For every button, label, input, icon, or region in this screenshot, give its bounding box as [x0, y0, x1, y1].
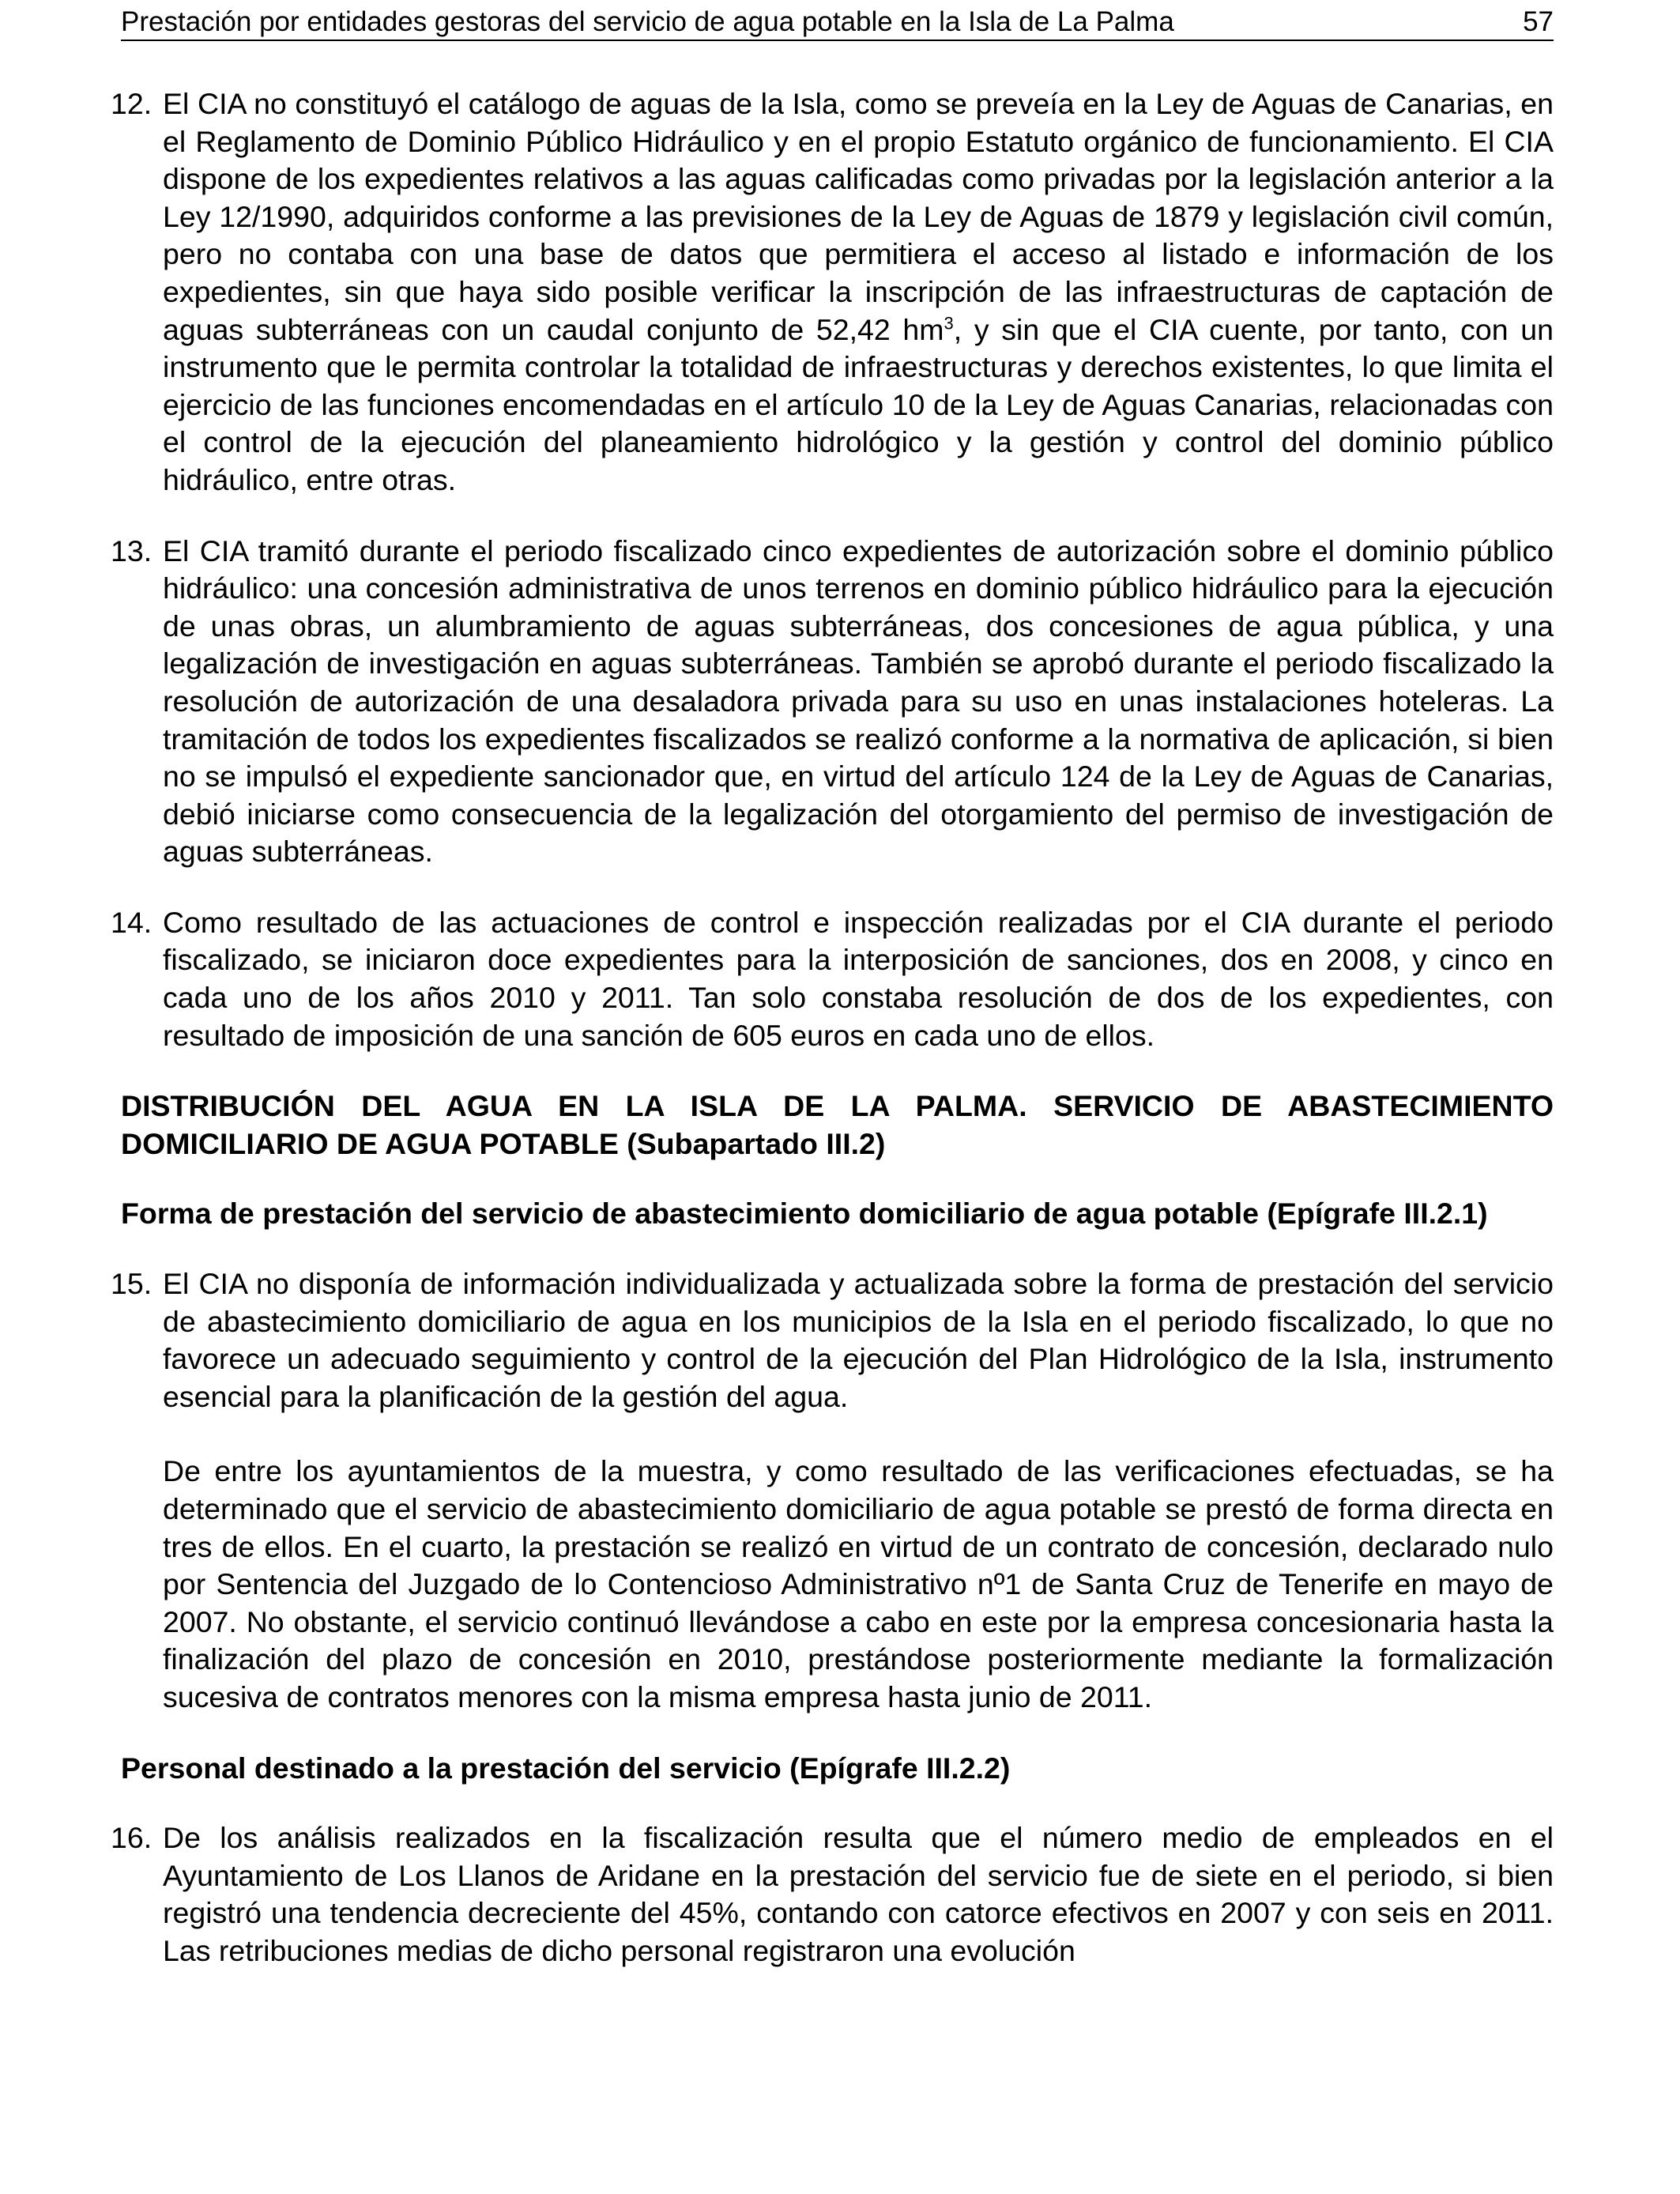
section-heading: DISTRIBUCIÓN DEL AGUA EN LA ISLA DE LA PALMA. SERVICIO DE ABASTECIMIENTO DOMICILIARIO DE AGUA POTABLE (Subapartado III.2)	[121, 1089, 1554, 1160]
numbered-paragraph-14	[111, 904, 1554, 1054]
paragraph-text-part: , y sin que el CIA cuente, por tanto, con un instrumento que le permita controlar la totalidad de infraestructuras y derechos existentes, lo que limita el ejercicio de las funciones encomendadas en el artículo 10 de la Ley de Aguas Canarias, relacionadas con el control de la ejecución del planeamiento hidrológico y la gestión y control del dominio público hidráulico, entre otras.	[163, 312, 1554, 496]
numbered-paragraph-12	[111, 85, 1554, 499]
paragraph-text	[163, 85, 1554, 499]
numbered-paragraph-15	[111, 1265, 1554, 1717]
paragraph-number: 12.	[111, 87, 153, 120]
subsection-heading-iii-2-1: Forma de prestación del servicio de abastecimiento domiciliario de agua potable (Epígrafe III.2.1)	[121, 1197, 1488, 1231]
paragraph-number: 16.	[111, 1821, 153, 1855]
page-number: 57	[1523, 6, 1554, 37]
paragraph-text: El CIA tramitó durante el periodo fiscalizado cinco expedientes de autorización sobre el dominio público hidráulico: una concesión administrativa de unos terrenos en dominio público hidráulico para la ejecución de unas obras, un alumbramiento de aguas subterráneas, dos concesiones de agua pública, y una legalización de investigación en aguas subterráneas. También se aprobó durante el periodo fiscalizado la resolución de autorización de una desaladora privada para su uso en unas instalaciones hoteleras. La tramitación de todos los expedientes fiscalizados se realizó conforme a la normativa de aplicación, si bien no se impulsó el expediente sancionador que, en virtud del artículo 124 de la Ley de Aguas de Canarias, debió iniciarse como consecuencia de la legalización del otorgamiento del permiso de investigación de aguas subterráneas.	[163, 533, 1554, 869]
superscript-exponent: 3	[944, 313, 954, 334]
paragraph-text: Como resultado de las actuaciones de control e inspección realizadas por el CIA durante el periodo fiscalizado, se iniciaron doce expedientes para la interposición de sanciones, dos en 2008, y cinco en cada uno de los años 2010 y 2011. Tan solo constaba resolución de dos de los expedientes, con resultado de imposición de una sanción de 605 euros en cada uno de ellos.	[163, 905, 1554, 1052]
paragraph-number: 15.	[111, 1267, 153, 1301]
document-body	[111, 85, 1554, 2004]
numbered-paragraph-13	[111, 533, 1554, 871]
paragraph-text-continued: De entre los ayuntamientos de la muestra, y como resultado de las verificaciones efectuadas, se ha determinado que el servicio de abastecimiento domiciliario de agua potable se prestó de forma directa en tres de ellos. En el cuarto, la prestación se realizó en virtud de un contrato de concesión, declarado nulo por Sentencia del Juzgado de lo Contencioso Administrativo nº1 de Santa Cruz de Tenerife en mayo de 2007. No obstante, el servicio continuó llevándose a cabo en este por la empresa concesionaria hasta la finalización del plazo de concesión en 2010, prestándose posteriormente mediante la formalización sucesiva de contratos menores con la misma empresa hasta junio de 2011.	[163, 1454, 1554, 1713]
paragraph-number: 14.	[111, 905, 153, 939]
paragraph-text: El CIA no disponía de información individualizada y actualizada sobre la forma de prestación del servicio de abastecimiento domiciliario de agua en los municipios de la Isla en el periodo fiscalizado, lo que no favorece un adecuado seguimiento y control de la ejecución del Plan Hidrológico de la Isla, instrumento esencial para la planificación de la gestión del agua.	[163, 1267, 1554, 1413]
paragraph-number: 13.	[111, 533, 153, 567]
header-title: Prestación por entidades gestoras del servicio de agua potable en la Isla de La Palma	[121, 6, 1174, 37]
subsection-heading-iii-2-2: Personal destinado a la prestación del servicio (Epígrafe III.2.2)	[121, 1751, 1011, 1785]
paragraph-text-part: El CIA no constituyó el catálogo de aguas de la Isla, como se preveía en la Ley de Aguas de Canarias, en el Reglamento de Dominio Público Hidráulico y en el propio Estatuto orgánico de funcionamiento. El CIA dispone de los expedientes relativos a las aguas calificadas como privadas por la legislación anterior a la Ley 12/1990, adquiridos conforme a las previsiones de la Ley de Aguas de 1879 y legislación civil común, pero no contaba con una base de datos que permitiera el acceso al listado e información de los expedientes, sin que haya sido posible verificar la inscripción de las infraestructuras de captación de aguas subterráneas con un caudal conjunto de 52,42 hm	[163, 87, 1554, 346]
numbered-paragraph-16	[111, 1819, 1554, 1970]
running-header	[121, 5, 1554, 41]
paragraph-text: De los análisis realizados en la fiscalización resulta que el número medio de empleados en el Ayuntamiento de Los Llanos de Aridane en la prestación del servicio fue de siete en el periodo, si bien registró una tendencia decreciente del 45%, contando con catorce efectivos en 2007 y con seis en 2011. Las retribuciones medias de dicho personal registraron una evolución	[163, 1821, 1554, 1967]
